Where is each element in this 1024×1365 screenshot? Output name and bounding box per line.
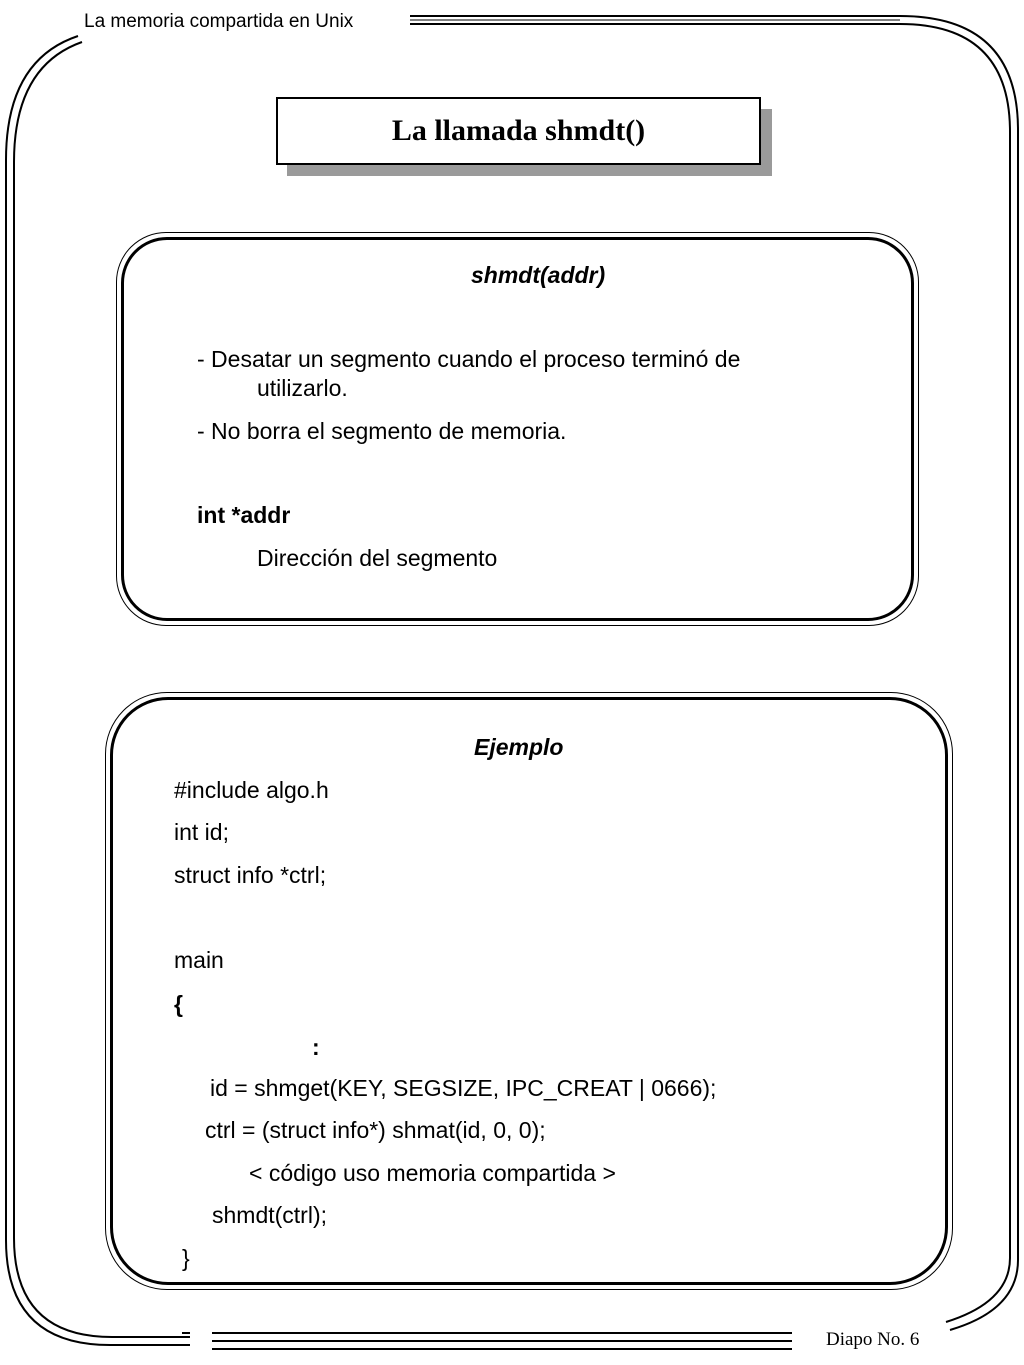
definition-bullet-1: - Desatar un segmento cuando el proceso terminó de — [197, 346, 741, 372]
code-line: : — [312, 1034, 320, 1060]
code-line: < código uso memoria compartida > — [249, 1160, 616, 1186]
example-heading: Ejemplo — [474, 734, 564, 760]
code-line: struct info *ctrl; — [174, 862, 327, 888]
slide-title: La llamada shmdt() — [276, 97, 761, 165]
definition-bullet-1-cont: utilizarlo. — [257, 375, 348, 401]
definition-bullet-2: - No borra el segmento de memoria. — [197, 418, 567, 444]
code-line: { — [174, 991, 183, 1017]
param-name: int *addr — [197, 502, 291, 528]
header-title: La memoria compartida en Unix — [84, 11, 354, 32]
param-description: Dirección del segmento — [257, 545, 498, 571]
definition-heading: shmdt(addr) — [471, 262, 606, 288]
code-line: ctrl = (struct info*) shmat(id, 0, 0); — [205, 1117, 546, 1143]
code-line: #include algo.h — [174, 777, 329, 803]
code-line: id = shmget(KEY, SEGSIZE, IPC_CREAT | 0666); — [210, 1075, 717, 1101]
code-line: main — [174, 947, 224, 973]
code-line: shmdt(ctrl); — [212, 1202, 327, 1228]
code-line: int id; — [174, 819, 229, 845]
slide-number: Diapo No. 6 — [826, 1329, 920, 1350]
code-line: } — [182, 1245, 190, 1271]
